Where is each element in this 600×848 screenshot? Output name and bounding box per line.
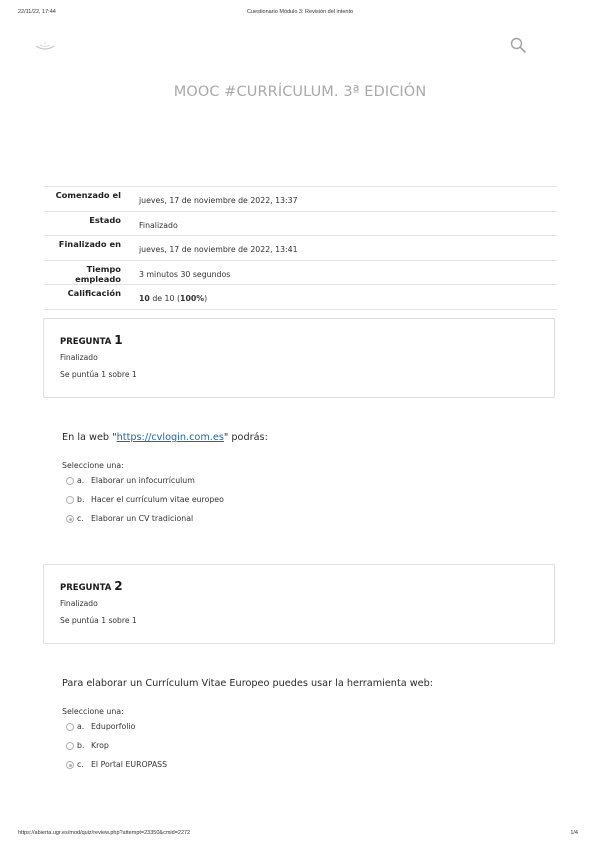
- question-text-2: Para elaborar un Currículum Vitae Europeo puedes usar la herramienta web:: [62, 678, 434, 689]
- summary-row-grade: [44, 285, 557, 310]
- started-value: jueves, 17 de noviembre de 2022, 13:37: [129, 187, 557, 212]
- print-url: https://abierta.ugr.es/mod/quiz/review.php?attempt=23350&cmid=2272: [18, 830, 191, 836]
- question-info-1: [43, 318, 555, 398]
- question-text-1: [62, 432, 268, 443]
- grade-percent: 100%: [180, 294, 205, 303]
- option-text: Krop: [91, 741, 109, 750]
- question-grade: Se puntúa 1 sobre 1: [60, 616, 137, 625]
- attempt-summary-table: [44, 186, 557, 310]
- option-text: Eduporfolio: [91, 722, 136, 731]
- option-letter: b.: [77, 741, 85, 750]
- print-datetime: 22/11/22, 17:44: [18, 9, 56, 15]
- option-text: El Portal EUROPASS: [91, 760, 168, 769]
- question-state: Finalizado: [60, 599, 98, 608]
- finished-label: Finalizado en: [44, 236, 129, 261]
- grade-of: de 10 (: [149, 294, 181, 303]
- summary-row-started: [44, 187, 557, 212]
- option-text: Elaborar un CV tradicional: [91, 514, 194, 523]
- question-text-before: En la web ": [62, 432, 117, 443]
- option-letter: a.: [77, 722, 85, 731]
- search-icon[interactable]: [510, 37, 526, 53]
- radio-button-checked[interactable]: [66, 515, 74, 523]
- started-label: Comenzado el: [44, 187, 129, 212]
- question-state: Finalizado: [60, 353, 98, 362]
- course-title[interactable]: MOOC #CURRÍCULUM. 3ª EDICIÓN: [173, 84, 427, 100]
- time-value: 3 minutos 30 segundos: [129, 260, 557, 285]
- option-letter: c.: [77, 760, 84, 769]
- radio-button[interactable]: [66, 742, 74, 750]
- site-logo-icon[interactable]: [34, 40, 56, 52]
- option-text: Hacer el currículum vitae europeo: [91, 495, 224, 504]
- select-prompt-1: Seleccione una:: [62, 461, 124, 470]
- summary-row-finished: [44, 236, 557, 261]
- question-label: PREGUNTA: [60, 337, 112, 347]
- grade-score: 10: [139, 294, 150, 303]
- print-page-number: 1/4: [570, 830, 578, 836]
- grade-label: Calificación: [44, 285, 129, 310]
- summary-row-time: [44, 260, 557, 285]
- option-letter: b.: [77, 495, 85, 504]
- select-prompt-2: Seleccione una:: [62, 707, 124, 716]
- option-text: Elaborar un infocurrículum: [91, 476, 195, 485]
- question-info-2: [43, 564, 555, 644]
- print-title: Cuestionario Módulo 3: Revisión del intento: [246, 9, 354, 15]
- option-letter: a.: [77, 476, 85, 485]
- state-value: Finalizado: [129, 211, 557, 236]
- question-number: [60, 333, 123, 347]
- finished-value: jueves, 17 de noviembre de 2022, 13:41: [129, 236, 557, 261]
- time-label: Tiempo empleado: [44, 260, 129, 285]
- question-num: 2: [114, 579, 123, 593]
- cvlogin-link[interactable]: https://cvlogin.com.es: [116, 432, 224, 443]
- state-label: Estado: [44, 211, 129, 236]
- grade-close: ): [204, 294, 208, 303]
- radio-button-checked[interactable]: [66, 761, 74, 769]
- question-text-after: " podrás:: [223, 432, 268, 443]
- summary-row-state: [44, 211, 557, 236]
- radio-button[interactable]: [66, 723, 74, 731]
- question-num: 1: [114, 333, 123, 347]
- option-letter: c.: [77, 514, 84, 523]
- radio-button[interactable]: [66, 477, 74, 485]
- question-number: [60, 579, 123, 593]
- grade-value: [129, 285, 557, 310]
- question-label: PREGUNTA: [60, 583, 112, 593]
- question-grade: Se puntúa 1 sobre 1: [60, 370, 137, 379]
- radio-button[interactable]: [66, 496, 74, 504]
